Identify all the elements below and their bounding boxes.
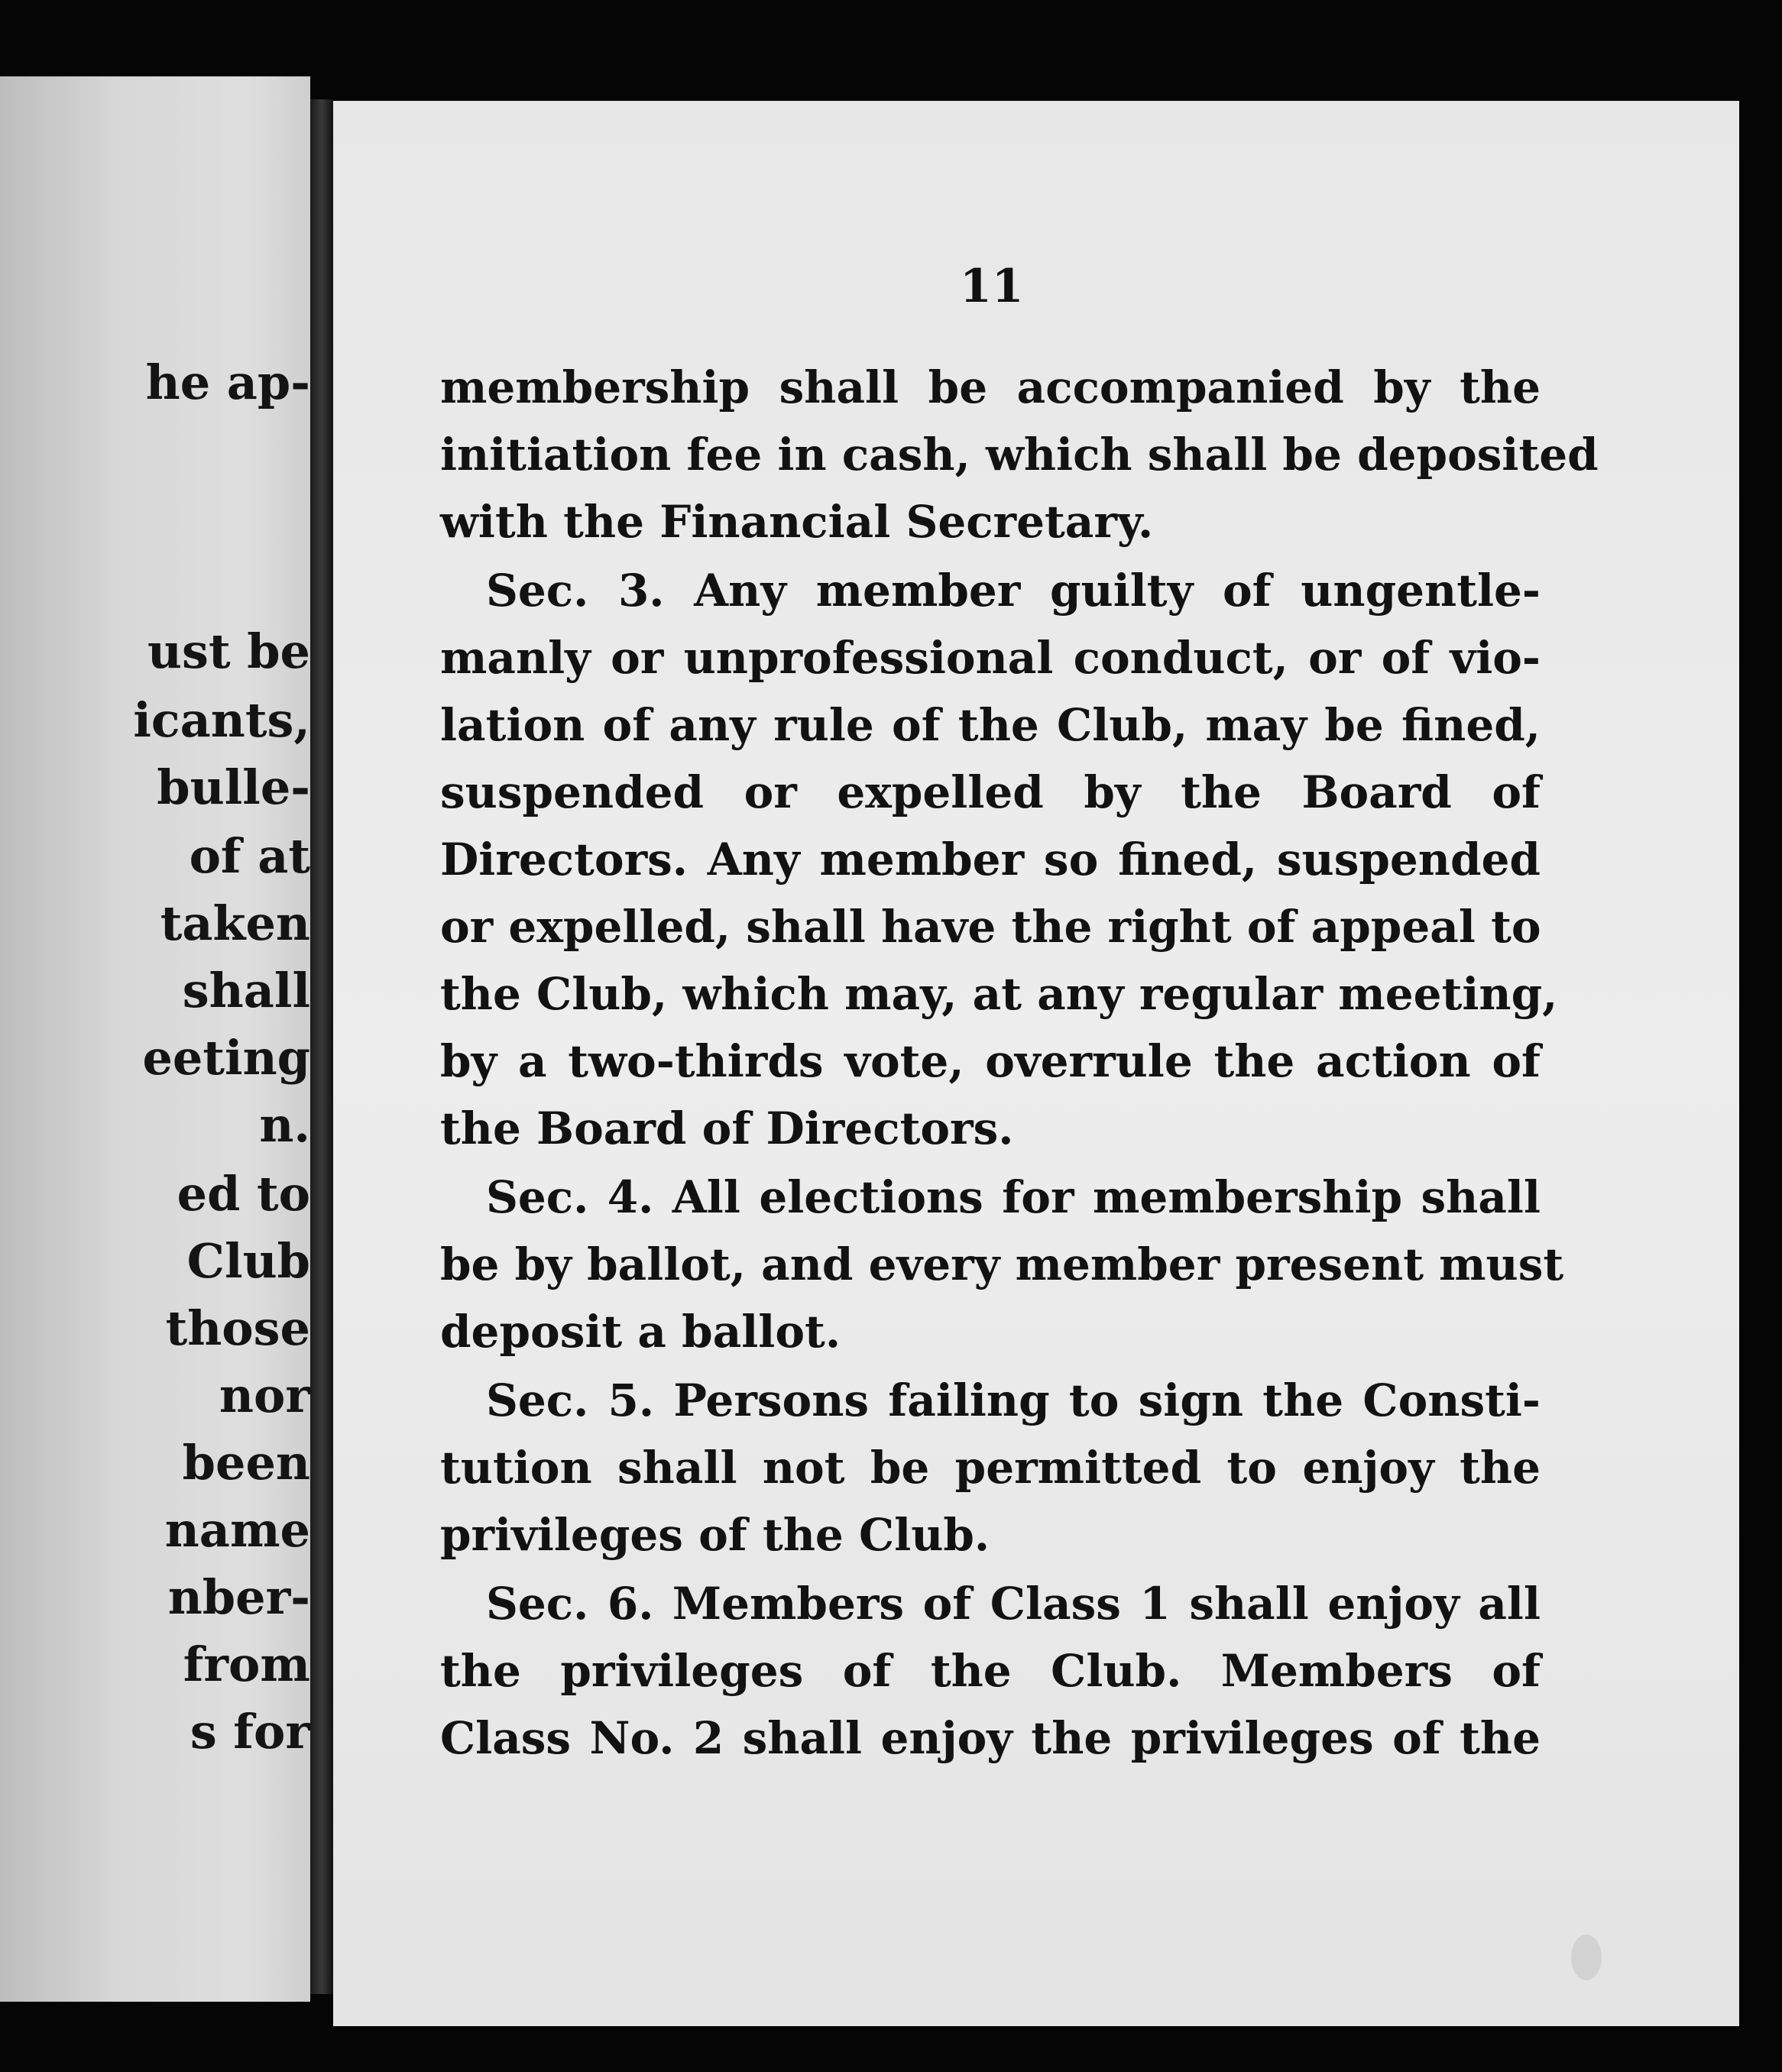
text-line: Sec. 5. Persons failing to sign the Consti- [486, 1374, 1541, 1426]
text-line: privileges of the Club. [440, 1509, 990, 1561]
book-gutter [310, 99, 333, 1994]
left-fragment: ust be [147, 623, 310, 679]
text-line: the Club, which may, at any regular meeting, [440, 968, 1558, 1020]
left-fragment: n. [259, 1097, 310, 1153]
right-page [333, 101, 1739, 2026]
left-fragment: of at [189, 828, 310, 884]
left-fragment: shall [182, 963, 310, 1018]
text-line: the Board of Directors. [440, 1102, 1014, 1154]
text-line: suspended or expelled by the Board of [440, 766, 1541, 818]
text-line: Sec. 3. Any member guilty of ungentle- [486, 565, 1541, 617]
text-line: membership shall be accompanied by the [440, 361, 1541, 413]
left-fragment: from [183, 1637, 310, 1692]
text-line: be by ballot, and every member present must [440, 1238, 1564, 1290]
left-fragment: been [182, 1435, 310, 1491]
text-line: with the Financial Secretary. [440, 496, 1154, 548]
left-fragment: ed to [177, 1166, 310, 1222]
text-line: manly or unprofessional conduct, or of vio- [440, 632, 1541, 684]
left-fragment: Club [186, 1233, 310, 1289]
text-line: Directors. Any member so fined, suspended [440, 834, 1541, 885]
text-line: tution shall not be permitted to enjoy the [440, 1442, 1541, 1494]
left-fragment: icants, [133, 692, 310, 748]
text-line: Sec. 4. All elections for membership shall [486, 1171, 1541, 1223]
page-number: 11 [960, 260, 1024, 313]
left-fragment: he ap- [145, 355, 310, 410]
text-line: lation of any rule of the Club, may be fined, [440, 699, 1541, 751]
left-fragment: name [164, 1502, 310, 1558]
left-fragment: s for [190, 1704, 310, 1760]
text-line: Class No. 2 shall enjoy the privileges of the [440, 1712, 1541, 1764]
left-fragment: nor [219, 1368, 310, 1423]
left-fragment: bulle- [157, 759, 310, 815]
text-line: the privileges of the Club. Members of [440, 1645, 1541, 1697]
text-line: by a two-thirds vote, overrule the action of [440, 1035, 1541, 1087]
page-smudge [1571, 1934, 1602, 1980]
left-page [0, 76, 310, 2002]
text-line: deposit a ballot. [440, 1306, 841, 1358]
left-fragment: those [165, 1300, 310, 1356]
left-fragment: taken [160, 895, 310, 951]
text-line: or expelled, shall have the right of appeal to [440, 901, 1541, 953]
left-fragment: eeting [142, 1030, 310, 1086]
left-fragment: nber- [167, 1569, 310, 1625]
text-line: initiation fee in cash, which shall be deposited [440, 429, 1599, 481]
text-line: Sec. 6. Members of Class 1 shall enjoy all [486, 1578, 1541, 1630]
